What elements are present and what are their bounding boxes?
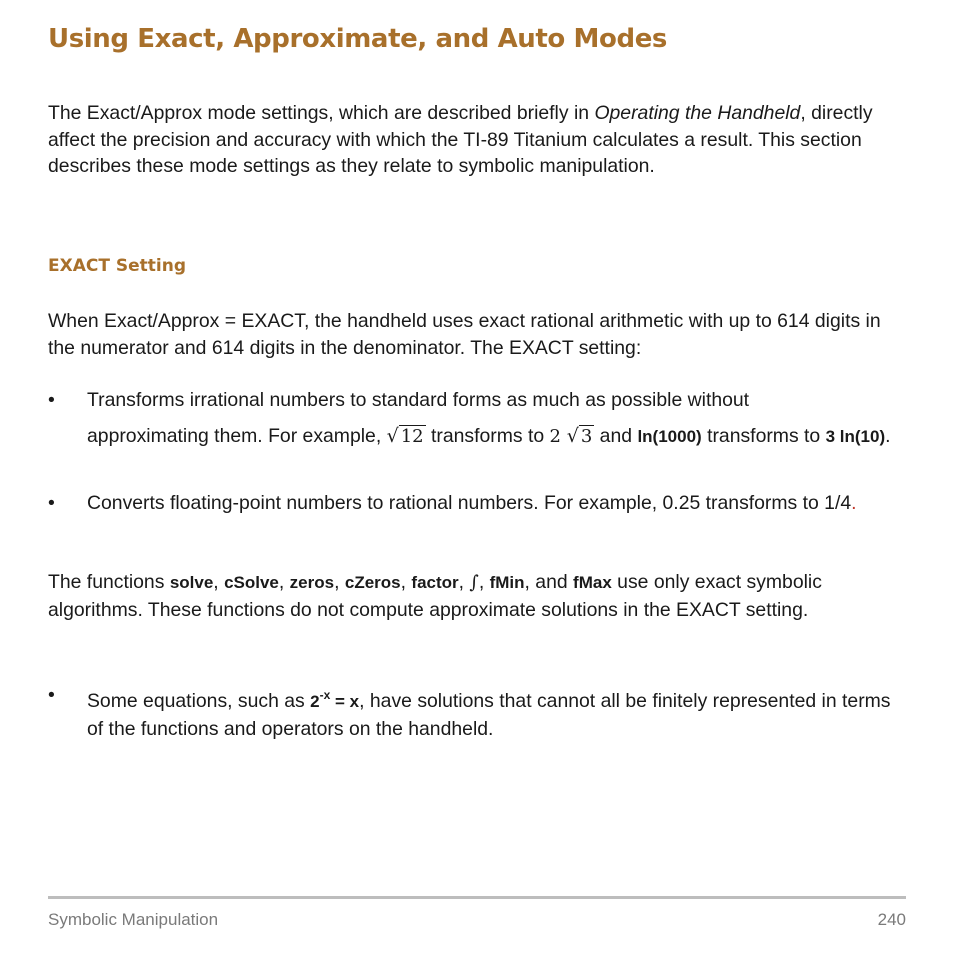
intro-text-start: The Exact/Approx mode settings, which are described briefly in: [48, 102, 595, 124]
bullet-text: approximating them. For example,: [87, 424, 387, 447]
function-factor: factor: [411, 573, 459, 592]
footer-divider: [48, 896, 906, 899]
function-zeros: zeros: [289, 573, 335, 592]
exact-paragraph: When Exact/Approx = EXACT, the handheld uses exact rational arithmetic with up to 614 digits in the numerator and 614 digits in the denominator. The EXACT setting:: [48, 310, 881, 359]
footer-section-name: Symbolic Manipulation: [48, 910, 219, 929]
page-title: Using Exact, Approximate, and Auto Modes: [48, 24, 668, 54]
bullet-item-transforms: • Transforms irrational numbers to standard forms as much as possible without approximating them. For example, √ 12 transforms to 2 √ 3 and ln(1000) transforms to 3 ln(10).: [48, 387, 908, 450]
function-czeros: cZeros: [344, 573, 401, 592]
function-fmax: fMax: [573, 573, 612, 592]
section-heading: EXACT Setting: [48, 256, 186, 276]
bullet-dot: •: [48, 389, 55, 411]
command-3-ln-10: 3 ln(10): [825, 426, 886, 446]
two-sqrt-3-expression: 2 √ 3: [549, 424, 593, 447]
function-fmin: fMin: [489, 573, 525, 592]
bullet-item-rational: [48, 490, 908, 517]
red-period: .: [851, 492, 857, 514]
intro-text-end: , directly affect the precision and accuracy with which the TI-89 Titanium calculates a result. This section describes these mode settings as they relate to symbolic manipulation.: [48, 102, 873, 177]
bullet-item-equations: [48, 682, 908, 742]
intro-book-reference: Operating the Handheld: [594, 102, 801, 124]
bullet-text: transforms to: [425, 424, 550, 447]
bullet-text: Transforms irrational numbers to standard forms as much as possible without: [87, 389, 750, 411]
sqrt-12-expression: √ 12: [386, 424, 424, 447]
bullet-text: , have solutions that cannot all be finitely represented in terms of the functions and operators on the handheld.: [87, 690, 891, 740]
bullet-text: Some equations, such as: [87, 690, 311, 712]
integral-symbol: ∫: [469, 572, 479, 593]
command-ln-1000: ln(1000): [637, 426, 702, 446]
bullet-dot: •: [48, 492, 55, 514]
function-csolve: cSolve: [224, 573, 279, 592]
bullet-text: transforms to: [701, 424, 826, 447]
bullet-text: and: [594, 424, 638, 447]
page-number: 240: [877, 910, 906, 929]
function-solve: solve: [169, 573, 214, 592]
functions-paragraph: The functions solve, cSolve, zeros, cZeros, factor, ∫, fMin, and fMax use only exact symbolic algorithms. These functions do not compute approximate solutions in the EXACT setting.: [48, 571, 822, 621]
intro-paragraph: [48, 100, 908, 180]
equation-expression: $2^{-x} = x$: [310, 688, 360, 711]
bullet-dot: •: [48, 684, 55, 706]
bullet-text: Converts floating-point numbers to rational numbers. For example, 0.25 transforms to 1/4: [87, 492, 852, 514]
